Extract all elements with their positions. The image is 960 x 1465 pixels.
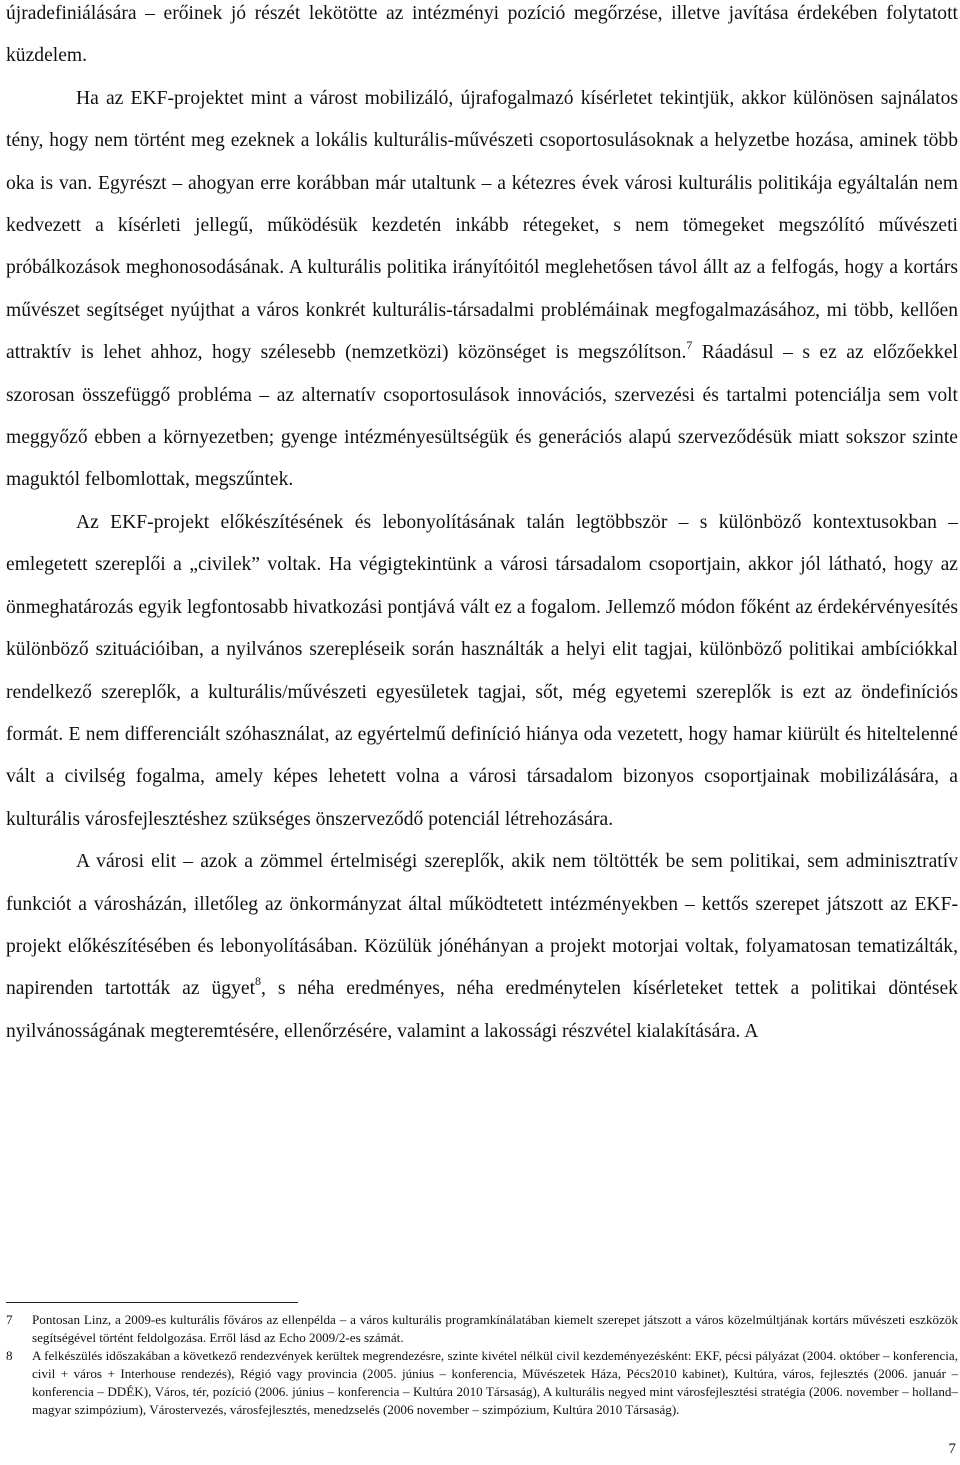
footnote-ref: 7 — [686, 338, 693, 353]
body-text — [6, 0, 958, 1053]
document-page — [6, 0, 958, 1417]
paragraph — [6, 502, 958, 841]
page-number: 7 — [948, 1441, 956, 1457]
footnote-ref: 8 — [255, 974, 262, 989]
footnote-text: A felkészülés időszakában a következő rendezvények kerültek megrendezésre, szinte kivétel nélkül civil kezdeményezésként: EKF, pécsi pályázat (2004. október – konferencia, civil + város + Interhouse rendezés), Régió vagy provincia (2005. június – konferencia, Művészetek Háza, Pécs2010 kabinet), Kultúra, város, fejlesztés (2006. január – konferencia – DDÉK), Város, tér, pozíció (2006. június – konferencia – Kultúra 2010 Társaság), A kulturális negyed mint városfejlesztési stratégia (2006. november – holland–magyar szimpózium), Várostervezés, városfejlesztés, menedzselés (2006 november – szimpózium, Kultúra 2010 Társaság). — [32, 1347, 958, 1417]
paragraph-text: , s néha eredményes, néha eredménytelen kísérleteket tettek a politikai döntések nyilvánosságának megteremtésére, ellenőrzésére, valamint a lakossági részvétel kialakítására. A — [6, 978, 958, 1042]
footnote-text: Pontosan Linz, a 2009-es kulturális főváros az ellenpélda – a város kulturális programkínálatában kiemelt szerepet játszott a város közelmúltjának kortárs művészeti eszközök segítségével történt feldolgozása. Erről lásd az Echo 2009/2-es számát. — [32, 1312, 958, 1345]
footnote-number: 8 — [6, 1347, 13, 1363]
paragraph-text: Ráadásul – s ez az előzőekkel szorosan összefüggő probléma – az alternatív csoportosulások innovációs, szervezési és tartalmi potenciálja sem volt meggyőző ebben a környezetben; gyenge intézményesültségük és generációs alapú szerveződésük miatt sokszor szinte maguktól felbomlottak, megszűntek. — [6, 342, 958, 491]
paragraph — [6, 78, 958, 502]
paragraph — [6, 841, 958, 1053]
footnotes — [6, 1311, 958, 1418]
footnote-7 — [6, 1311, 958, 1347]
footnote-separator — [6, 1302, 298, 1303]
paragraph-text: Ha az EKF-projektet mint a várost mobilizáló, újrafogalmazó kísérletet tekintjük, akkor különösen sajnálatos tény, hogy nem történt meg ezeknek a lokális kulturális-művészeti csoportosulásoknak a helyzetbe hozása, aminek több oka is van. Egyrészt – ahogyan erre korábban már utaltunk – a kétezres évek városi kulturális politikája egyáltalán nem kedvezett a kísérleti jellegű, működésük kezdetén inkább rétegeket, s nem tömegeket megszólító művészeti próbálkozások meghonosodásának. A kulturális politika irányítóitól meglehetősen távol állt az a felfogás, hogy a kortárs művészet segítséget nyújthat a város konkrét kulturális-társadalmi problémáinak megfogalmazásához, mi több, kellően attraktív is lehet ahhoz, hogy szélesebb (nemzetközi) közönséget is megszólítson. — [6, 87, 958, 364]
paragraph-text: újradefiniálására – erőinek jó részét lekötötte az intézményi pozíció megőrzése, illetve javítása érdekében folytatott küzdelem. — [6, 3, 958, 67]
paragraph-text: Az EKF-projekt előkészítésének és lebonyolításának talán legtöbbször – s különböző kontextusokban – emlegetett szereplői a „civilek” voltak. Ha végigtekintünk a városi társadalom csoportjain, akkor jól látható, hogy az önmeghatározás egyik legfontosabb hivatkozási pontjává vált ez a fogalom. Jellemző módon főként az érdekérvényesítés különböző szituációiban, a nyilvános szerepléseik során használták a helyi elit tagjai, különböző politikai ambíciókkal rendelkező szereplők, a kulturális/művészeti egyesületek tagjai, sőt, még egyetemi szereplők is ezt az öndefiníciós formát. E nem differenciált szóhasználat, az egyértelmű definíció hiánya oda vezetett, hogy hamar kiürült és hiteltelenné vált a civilség fogalma, amely képes lehetett volna a városi társadalom bizonyos csoportjainak mobilizálására, a kulturális városfejlesztéshez szükséges önszerveződő potenciál létrehozására. — [6, 511, 958, 830]
paragraph-text: A városi elit – azok a zömmel értelmiségi szereplők, akik nem töltötték be sem politikai, sem adminisztratív funkciót a városházán, illetőleg az önkormányzat által működtetett intézményekben – kettős szerepet játszott az EKF-projekt előkészítésében és lebonyolításában. Közülük jónéhányan a projekt motorjai voltak, folyamatosan tematizálták, napirenden tartották az ügyet — [6, 851, 958, 1000]
footnote-number: 7 — [6, 1312, 13, 1327]
footnote-8 — [6, 1347, 958, 1419]
paragraph — [6, 0, 958, 78]
